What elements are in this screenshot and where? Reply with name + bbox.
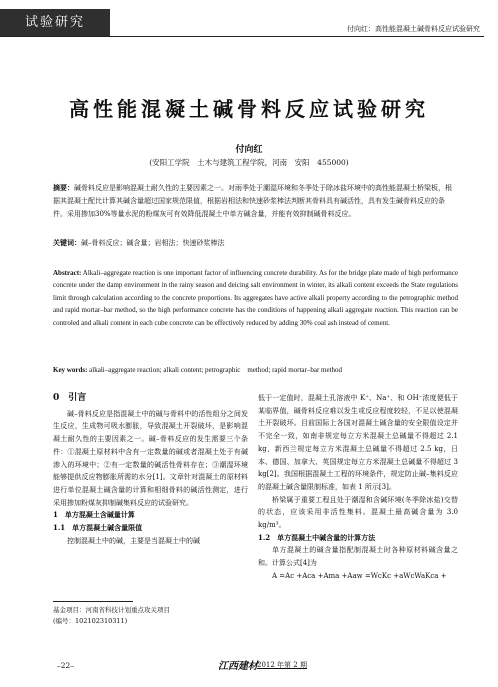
- abstract-en-label: Abstract:: [53, 269, 82, 277]
- abstract-cn-label: 摘要：: [53, 183, 74, 192]
- abstract-en-text: Alkali–aggregate reaction is one important factor of influencing concrete durability. As for the bridge plate made of high performance concrete under the damp environment in the rainy season and deicing salt environment in winter, its alkali content exceeds the State regulations limit through calculation according to the concrete proportions. Its aggregates have active alkali property according to the petrographic method and rapid mortar–bar method, so the high performance concrete has the conditions of happening alkali aggregate reaction. This reaction can be controled and alkali content in each cube concrete can be effectively reduced by adding 30% coal ash instead of cement.: [53, 269, 458, 327]
- abstract-en: [53, 267, 458, 329]
- paper-title: 高性能混凝土碱骨料反应试验研究: [69, 97, 429, 121]
- journal-name: 江西建材: [218, 661, 258, 672]
- section-1-heading: 1 单方混凝土含碱量计算: [53, 510, 135, 520]
- author: 付向红: [235, 145, 263, 155]
- left-paragraph-1: 碱–骨料反应是指混凝土中的碱与骨料中的活性组分之间发生反应，生成物可吸水膨胀，导致混凝土开裂破坏，是影响混凝土耐久性的主要因素之一。碱–骨料反应的发生需要三个条件：①混凝土原材料中含有一定数量的碱或者混凝土处于有碱渗入的环境中；②有一定数量的碱活性骨料存在；③潮湿环境能够提供反应物膨胀所需的水分[1]。文章针对混凝土的原材料进行单位混凝土碱含量的计算和相细骨料的碱活性测定，进行采用掺加粉煤灰抑制碱集料反应的试验研究。: [53, 409, 248, 507]
- right-paragraph-2: 桥梁属于重要工程且处于潮湿和含碱环境(冬季除冰盐)交替的状态，应该采用非活性集料。混凝土最高碱含量为 3.0 kg/m³。: [258, 495, 458, 530]
- keywords-cn-label: 关键词：: [53, 238, 81, 247]
- left-paragraph-2: 控制混凝土中的碱，主要是当混凝土中的碱: [67, 536, 200, 545]
- keywords-en-label: Key words:: [53, 366, 88, 374]
- keywords-cn: [53, 237, 458, 249]
- footnote: [53, 605, 248, 627]
- affiliation: (安阳工学院 土木与建筑工程学院，河南 安阳 455000): [149, 158, 349, 167]
- abstract-cn: [53, 181, 458, 221]
- footnote-number: (编号：102102310311): [53, 617, 128, 625]
- right-paragraph-3: 单方混凝土的碱含量指配制混凝土时各种原材料碱含量之和。计算公式[4]为: [258, 546, 458, 568]
- keywords-en-text: alkali–aggregate reaction; alkali content; petrographic method; rapid mortar–bar method: [89, 366, 343, 374]
- right-paragraph-1: 低于一定值时，混凝土孔溶液中 K⁺、Na⁺、和 OH⁻浓度便低于某临界值，碱骨料反应难以发生或反应程度较轻，不足以使混凝土开裂破坏。目前国际上各国对混凝土碱含量的安全限值设定并不完全一致，如南非规定每立方米混凝土总碱量不得超过 2.1 kg，新西兰规定每立方米混凝土总碱量不得超过 2.5 kg，日本、德国、加拿大、英国规定每立方米混凝土总碱量不得超过 3 kg[2]。我国根据混凝土工程的环境条件，规定防止碱–集料反应的混凝土碱含量限制标准，如表 1 所示[3]。: [258, 394, 458, 491]
- right-column: [258, 392, 458, 583]
- keywords-en: [53, 364, 458, 376]
- abstract-cn-text: 碱骨料反应是影响混凝土耐久性的主要因素之一。对雨季处于潮湿环境和冬季处于除冰盐环境中的高性能混凝土桥梁板，根据其混凝土配比计算其碱含量超过国家规范限值，根据岩相法和快速砂浆棒法判断其骨料具有碱活性，具有发生碱骨料反应的条件。采用掺加30%等量水泥的粉煤灰可有效降低混凝土中单方碱含量，并能有效抑制碱骨料反应。: [53, 184, 452, 218]
- page-number: –22–: [57, 661, 75, 670]
- keywords-cn-text: 碱–骨料反应；碱含量；岩相法；快速砂浆棒法: [81, 239, 225, 247]
- running-title: 付向红：高性能混凝土碱骨料反应试验研究: [347, 25, 480, 33]
- left-column: [53, 392, 248, 547]
- section-1-1-heading: 1.1 单方混凝土碱含量限值: [53, 523, 143, 533]
- footnote-rule: [53, 601, 133, 602]
- formula: A =Ac +Aca +Ama +Aaw =WcKc +aWcWaKca +: [272, 571, 447, 580]
- section-tab: 试验研究: [0, 9, 110, 36]
- journal-issue: 2012 年第 2 期: [257, 661, 307, 669]
- header-rule: [0, 36, 484, 37]
- footnote-fund: 基金项目：河南省科技计划重点攻关项目: [53, 606, 170, 614]
- section-0-heading: 0 引言: [53, 393, 87, 403]
- section-1-2-heading: 1.2 单方混凝土中碱含量的计算方法: [258, 532, 376, 542]
